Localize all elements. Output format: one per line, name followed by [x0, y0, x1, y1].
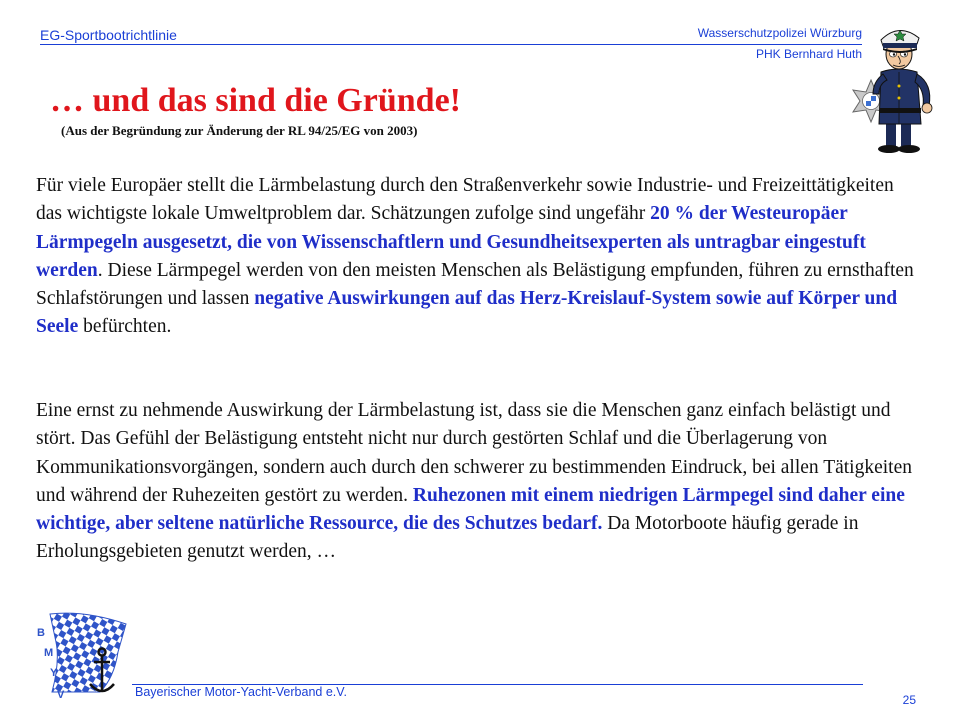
header-organization: Wasserschutzpolizei Würzburg: [697, 26, 862, 40]
paragraph-1-text-2: . Diese Lärmpegel werden von den meisten Menschen als Belästigung empfunden, führen zu ernsthaften Schlafstörungen und lassen: [36, 259, 914, 310]
header-author: PHK Bernhard Huth: [755, 47, 862, 61]
logo-letter-m: M: [44, 647, 54, 659]
slide-title: … und das sind die Gründe!: [50, 82, 461, 119]
slide-subtitle: (Aus der Begründung zur Änderung der RL 94/25/EG von 2003): [61, 123, 418, 138]
paragraph-1-highlight-2: negative Auswirkungen auf das Herz-Kreislauf-System sowie auf Körper und Seele: [36, 288, 898, 338]
paragraph-2-text-2: Da Motorboote häufig gerade in Erholungsgebieten genutzt werden, …: [36, 513, 859, 563]
paragraph-2-highlight-1: Ruhezonen mit einem niedrigen Lärmpegel sind daher eine wichtige, aber seltene natürliche Ressource, die des Schutzes bedarf.: [36, 484, 905, 535]
header-topic: EG-Sportbootrichtlinie: [40, 27, 177, 43]
paragraph-1-highlight-1: 20 % der Westeuropäer Lärmpegeln ausgesetzt, die von Wissenschaftlern und Gesundheitsexperten als untragbar eingestuft werden: [36, 203, 866, 281]
logo-letter-b: B: [37, 627, 45, 639]
paragraph-1-text-1: Für viele Europäer stellt die Lärmbelastung durch den Straßenverkehr sowie Industrie- und Freizeittätigkeiten das wichtigste lokale Umweltproblem dar. Schätzungen zufolge sind ungefähr: [36, 175, 894, 225]
paragraph-1-text-3: befürchten.: [78, 316, 172, 338]
footer-organization: Bayerischer Motor-Yacht-Verband e.V.: [135, 685, 347, 699]
page-number: 25: [902, 693, 916, 707]
header-divider: [40, 44, 862, 45]
police-officer-illustration: [843, 10, 943, 160]
logo-letter-v: V: [57, 689, 65, 701]
logo-letter-y: Y: [50, 667, 58, 679]
paragraph-2: [36, 397, 916, 567]
bmyv-logo: [30, 612, 142, 702]
paragraph-2-text-1: Eine ernst zu nehmende Auswirkung der Lärmbelastung ist, dass sie die Menschen ganz einfach belästigt und stört. Das Gefühl der Belästigung entsteht nicht nur durch gestörten Schlaf und die Überlagerung von Kommunikationsvorgängen, sondern auch durch den schwerer zu bestimmenden Eindruck, bei allen Tätigkeiten und während der Ruhezeiten gestört zu werden.: [36, 400, 912, 506]
paragraph-1: [36, 172, 916, 342]
